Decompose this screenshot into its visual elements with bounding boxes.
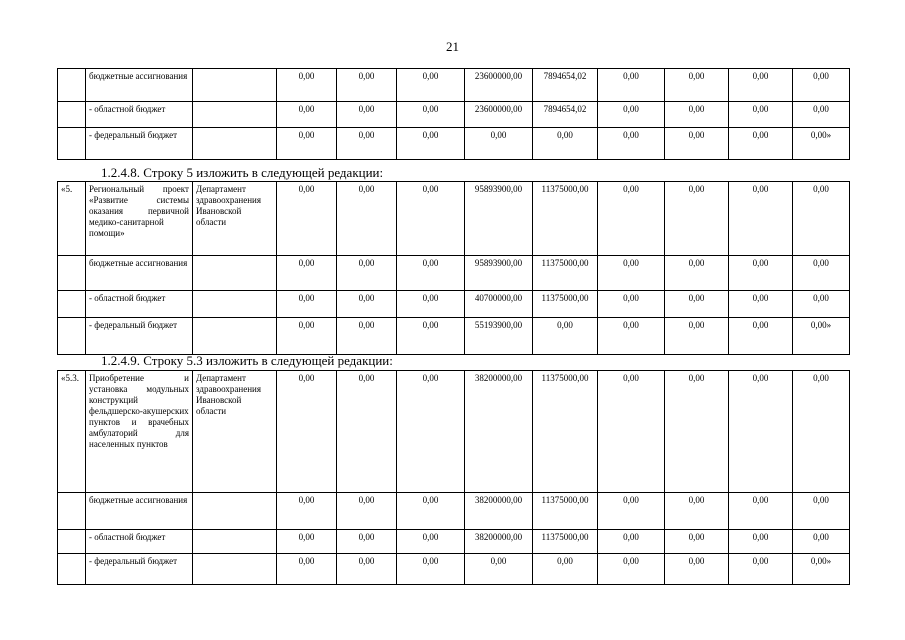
value-cell: 0,00 <box>729 182 793 256</box>
value-cell: 0,00» <box>793 128 850 160</box>
value-cell: 0,00 <box>533 318 598 355</box>
table-row <box>58 318 850 355</box>
value-cell: 0,00 <box>337 493 397 530</box>
value-cell: 0,00 <box>665 128 729 160</box>
value-cell: 38200000,00 <box>465 530 533 554</box>
executor-cell: Департамент здравоохранения Ивановской области <box>193 371 277 493</box>
row-name-cell: бюджетные ассигнования <box>86 493 193 530</box>
row-name-cell: - федеральный бюджет <box>86 554 193 585</box>
value-cell: 0,00 <box>397 291 465 318</box>
value-cell: 0,00 <box>598 493 665 530</box>
row-number-cell <box>58 256 86 291</box>
row-number-cell <box>58 128 86 160</box>
value-cell: 0,00 <box>793 493 850 530</box>
value-cell: 0,00 <box>465 554 533 585</box>
row-name-cell: - областной бюджет <box>86 291 193 318</box>
value-cell: 40700000,00 <box>465 291 533 318</box>
executor-cell <box>193 554 277 585</box>
value-cell: 0,00 <box>277 318 337 355</box>
executor-cell <box>193 69 277 102</box>
value-cell: 0,00 <box>665 182 729 256</box>
value-cell: 0,00 <box>337 291 397 318</box>
row-name-cell: - федеральный бюджет <box>86 318 193 355</box>
value-cell: 0,00 <box>729 318 793 355</box>
budget-table-2 <box>57 181 850 355</box>
value-cell: 0,00 <box>729 291 793 318</box>
value-cell: 0,00 <box>793 69 850 102</box>
value-cell: 0,00 <box>277 182 337 256</box>
row-number-cell <box>58 530 86 554</box>
value-cell: 0,00 <box>793 291 850 318</box>
page-number: 21 <box>446 39 459 54</box>
value-cell: 0,00 <box>729 554 793 585</box>
value-cell: 0,00 <box>277 493 337 530</box>
value-cell: 0,00 <box>533 554 598 585</box>
value-cell: 95893900,00 <box>465 182 533 256</box>
value-cell: 0,00 <box>598 530 665 554</box>
value-cell: 0,00 <box>665 102 729 128</box>
value-cell: 0,00 <box>729 371 793 493</box>
table-row <box>58 128 850 160</box>
executor-cell: Департамент здравоохранения Ивановской области <box>193 182 277 256</box>
row-name-cell: - федеральный бюджет <box>86 128 193 160</box>
value-cell: 0,00 <box>337 318 397 355</box>
value-cell: 0,00 <box>665 256 729 291</box>
value-cell: 0,00 <box>665 530 729 554</box>
value-cell: 0,00 <box>337 530 397 554</box>
value-cell: 0,00 <box>598 371 665 493</box>
row-name-cell: - областной бюджет <box>86 530 193 554</box>
value-cell: 0,00 <box>465 128 533 160</box>
value-cell: 0,00 <box>277 291 337 318</box>
row-number-cell <box>58 554 86 585</box>
value-cell: 0,00 <box>729 128 793 160</box>
value-cell: 0,00 <box>598 102 665 128</box>
value-cell: 0,00 <box>729 493 793 530</box>
value-cell: 7894654,02 <box>533 102 598 128</box>
value-cell: 0,00 <box>793 530 850 554</box>
row-name-cell: бюджетные ассигнования <box>86 256 193 291</box>
value-cell: 0,00 <box>665 69 729 102</box>
row-name-cell: Региональный проект «Развитие системы оказания первичной медико-санитарной помощи» <box>86 182 193 256</box>
value-cell: 11375000,00 <box>533 291 598 318</box>
value-cell: 0,00» <box>793 554 850 585</box>
value-cell: 0,00 <box>397 554 465 585</box>
row-name-cell: бюджетные ассигнования <box>86 69 193 102</box>
value-cell: 23600000,00 <box>465 69 533 102</box>
value-cell: 0,00 <box>277 102 337 128</box>
value-cell: 0,00 <box>665 554 729 585</box>
value-cell: 0,00 <box>793 256 850 291</box>
table-row <box>58 493 850 530</box>
executor-cell <box>193 318 277 355</box>
value-cell: 0,00 <box>665 371 729 493</box>
row-number-cell <box>58 102 86 128</box>
value-cell: 0,00 <box>397 530 465 554</box>
value-cell: 0,00 <box>337 102 397 128</box>
row-name-cell: Приобретение и установка модульных конструкций фельдшерско-акушерских пунктов и врачебных амбулаторий для населенных пунктов <box>86 371 193 493</box>
value-cell: 0,00» <box>793 318 850 355</box>
value-cell: 0,00 <box>397 371 465 493</box>
value-cell: 0,00 <box>665 493 729 530</box>
value-cell: 11375000,00 <box>533 493 598 530</box>
value-cell: 11375000,00 <box>533 371 598 493</box>
value-cell: 0,00 <box>397 256 465 291</box>
table-row <box>58 69 850 102</box>
executor-cell <box>193 128 277 160</box>
value-cell: 11375000,00 <box>533 530 598 554</box>
budget-table-1 <box>57 68 850 160</box>
value-cell: 0,00 <box>793 371 850 493</box>
value-cell: 0,00 <box>665 291 729 318</box>
row-number-cell: «5.3. <box>58 371 86 493</box>
row-number-cell <box>58 291 86 318</box>
value-cell: 0,00 <box>598 318 665 355</box>
table-row <box>58 102 850 128</box>
value-cell: 0,00 <box>397 493 465 530</box>
value-cell: 0,00 <box>729 69 793 102</box>
value-cell: 0,00 <box>397 318 465 355</box>
value-cell: 38200000,00 <box>465 493 533 530</box>
budget-table-3 <box>57 370 850 585</box>
executor-cell <box>193 530 277 554</box>
value-cell: 0,00 <box>729 530 793 554</box>
value-cell: 0,00 <box>665 318 729 355</box>
table-row <box>58 371 850 493</box>
value-cell: 0,00 <box>277 256 337 291</box>
executor-cell <box>193 291 277 318</box>
value-cell: 0,00 <box>397 128 465 160</box>
row-number-cell <box>58 493 86 530</box>
value-cell: 0,00 <box>277 530 337 554</box>
table-row <box>58 182 850 256</box>
value-cell: 0,00 <box>337 69 397 102</box>
value-cell: 0,00 <box>793 102 850 128</box>
value-cell: 0,00 <box>729 102 793 128</box>
value-cell: 0,00 <box>598 256 665 291</box>
table-row <box>58 256 850 291</box>
value-cell: 95893900,00 <box>465 256 533 291</box>
section-heading-1: 1.2.4.8. Строку 5 изложить в следующей редакции: <box>101 165 384 180</box>
value-cell: 0,00 <box>598 69 665 102</box>
value-cell: 0,00 <box>397 69 465 102</box>
executor-cell <box>193 256 277 291</box>
row-name-cell: - областной бюджет <box>86 102 193 128</box>
value-cell: 0,00 <box>598 554 665 585</box>
value-cell: 0,00 <box>337 554 397 585</box>
value-cell: 0,00 <box>598 182 665 256</box>
row-number-cell <box>58 69 86 102</box>
section-heading-2: 1.2.4.9. Строку 5.3 изложить в следующей редакции: <box>101 353 393 368</box>
value-cell: 0,00 <box>598 128 665 160</box>
value-cell: 55193900,00 <box>465 318 533 355</box>
value-cell: 0,00 <box>598 291 665 318</box>
value-cell: 23600000,00 <box>465 102 533 128</box>
table-row <box>58 530 850 554</box>
value-cell: 38200000,00 <box>465 371 533 493</box>
value-cell: 0,00 <box>277 128 337 160</box>
value-cell: 0,00 <box>277 69 337 102</box>
value-cell: 0,00 <box>533 128 598 160</box>
value-cell: 0,00 <box>397 102 465 128</box>
table-row <box>58 554 850 585</box>
value-cell: 0,00 <box>277 371 337 493</box>
value-cell: 0,00 <box>793 182 850 256</box>
value-cell: 0,00 <box>729 256 793 291</box>
value-cell: 0,00 <box>397 182 465 256</box>
value-cell: 0,00 <box>337 128 397 160</box>
value-cell: 11375000,00 <box>533 182 598 256</box>
value-cell: 0,00 <box>337 182 397 256</box>
row-number-cell <box>58 318 86 355</box>
table-row <box>58 291 850 318</box>
value-cell: 0,00 <box>337 371 397 493</box>
value-cell: 7894654,02 <box>533 69 598 102</box>
value-cell: 11375000,00 <box>533 256 598 291</box>
executor-cell <box>193 102 277 128</box>
executor-cell <box>193 493 277 530</box>
value-cell: 0,00 <box>337 256 397 291</box>
value-cell: 0,00 <box>277 554 337 585</box>
row-number-cell: «5. <box>58 182 86 256</box>
